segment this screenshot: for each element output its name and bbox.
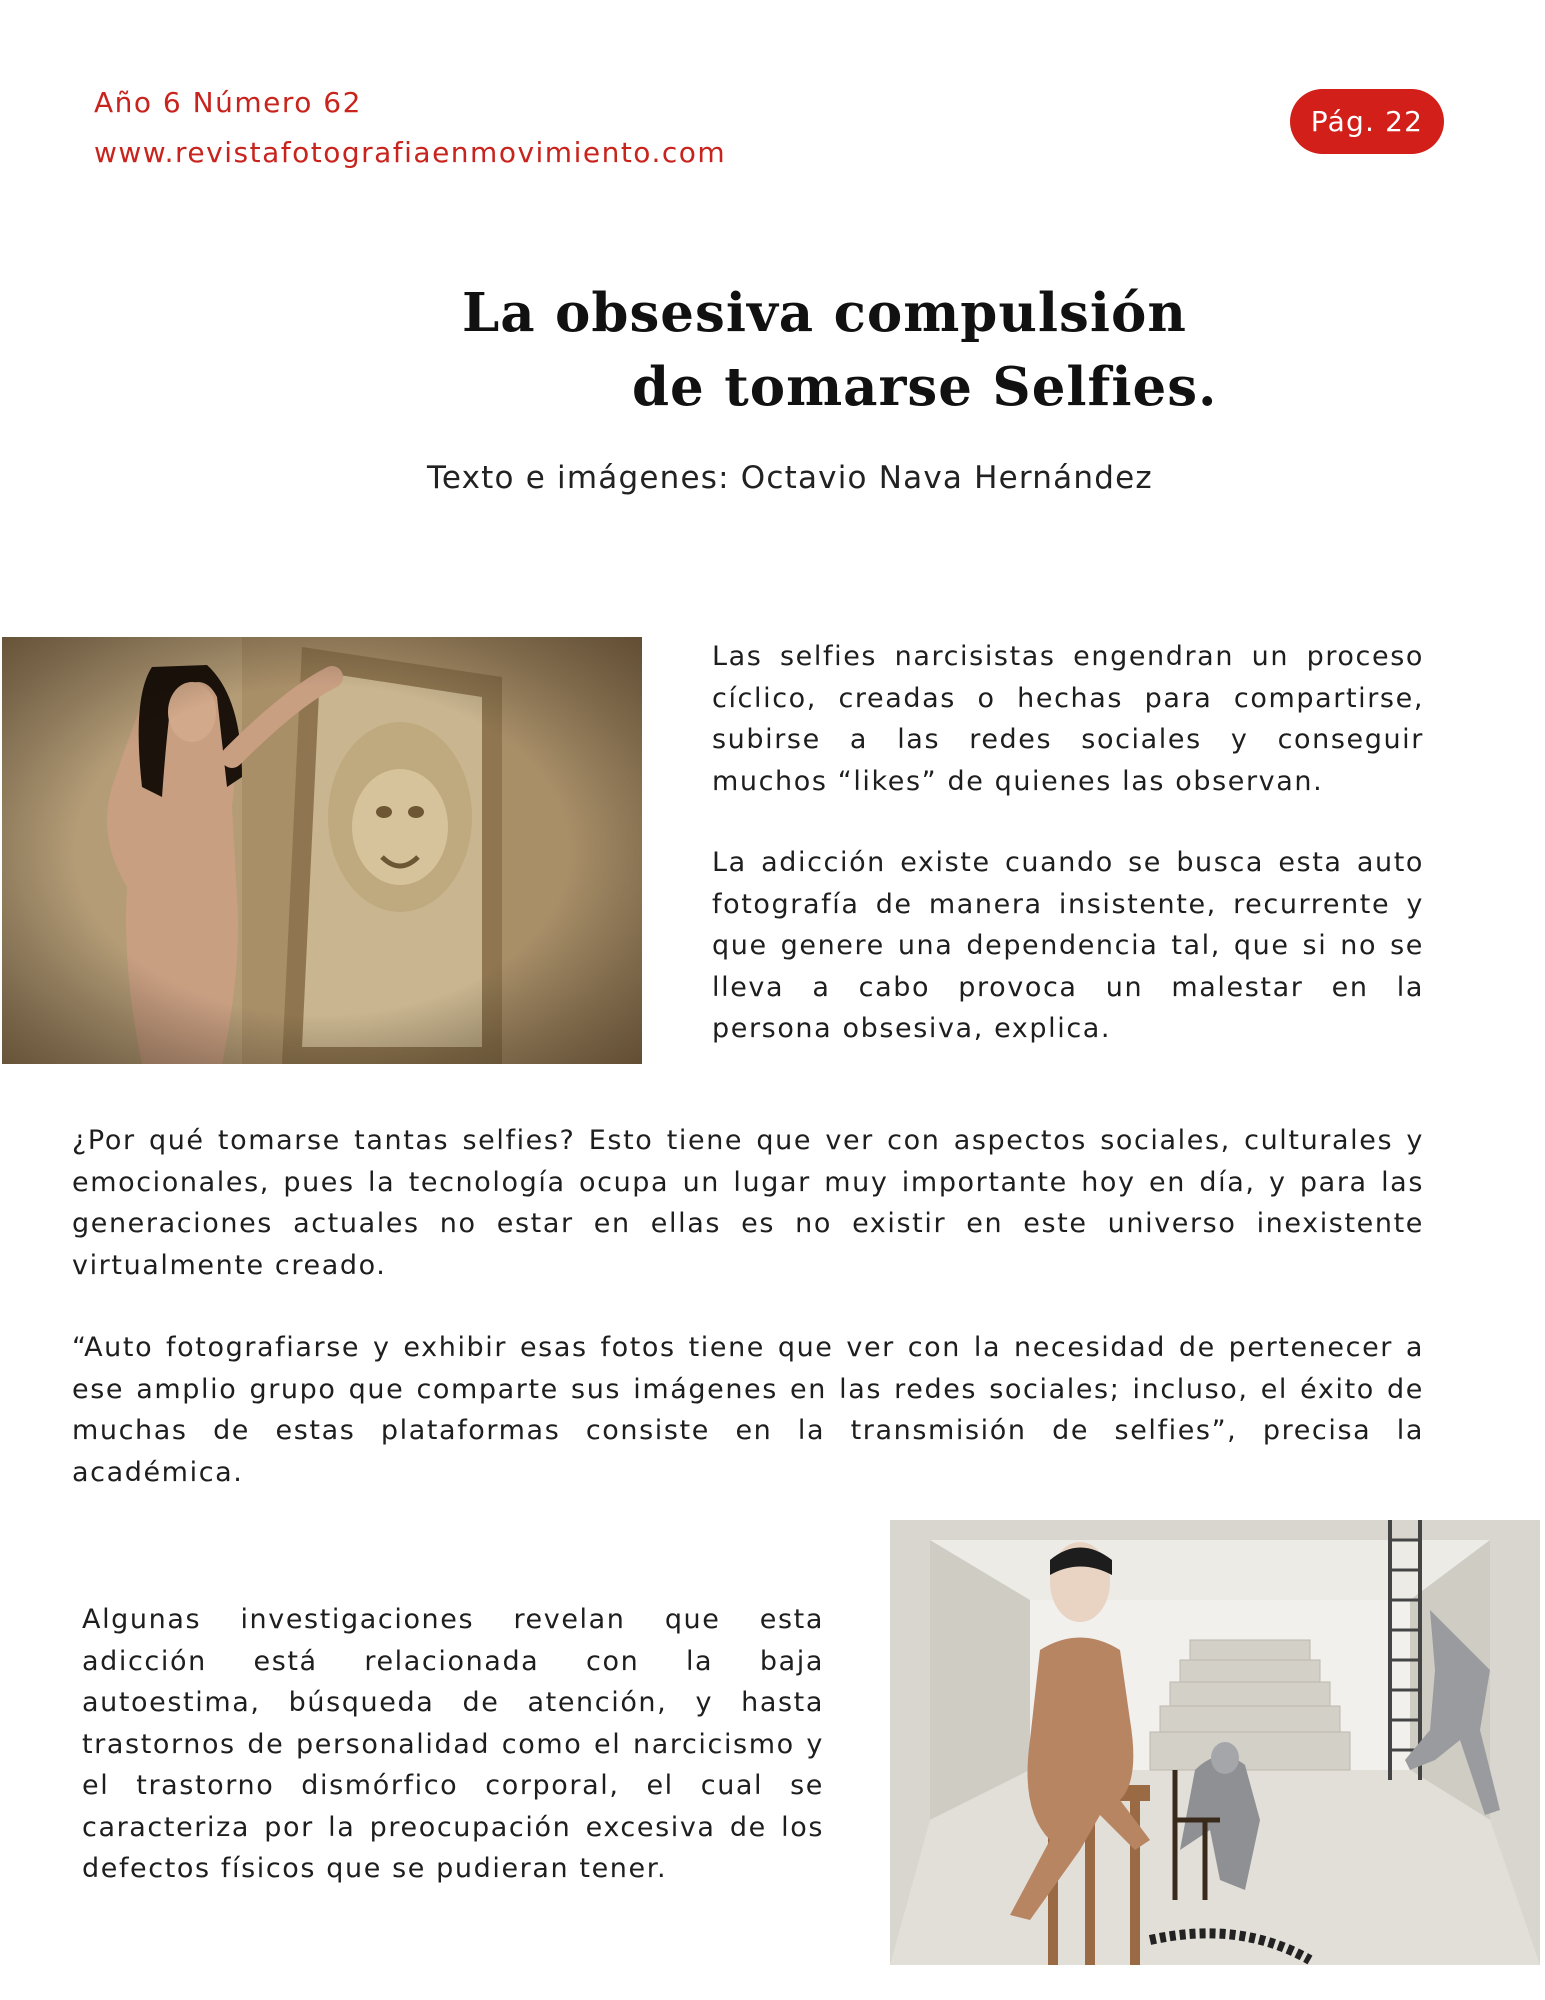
photo-surreal-collage [890,1520,1540,1965]
paragraph-3: ¿Por qué tomarse tantas selfies? Esto tiene que ver con aspectos sociales, culturales y emocionales, pues la tecnología ocupa un lugar muy importante hoy en día, y para las generaciones actuales no estar en ellas es no existir en este universo inexistente virtualmente creado. [72,1125,1424,1281]
page-number-badge: Pág. 22 [1290,89,1444,154]
issue-number: Año 6 Número 62 [94,86,362,119]
article-title-line-1: La obsesiva compulsión [462,282,1187,344]
paragraph-5: Algunas investigaciones revelan que esta adicción está relacionada con la baja autoestima, búsqueda de atención, y hasta trastornos de personalidad como el narcicismo y el trastorno dismórfico corporal, el cual se caracteriza por la preocupación excesiva de los defectos físicos que se pudieran tener. [82,1604,824,1884]
paragraph-1: Las selfies narcisistas engendran un proceso cíclico, creadas o hechas para compartirse, subirse a las redes sociales y conseguir muchos “likes” de quienes las observan. [712,641,1424,797]
paragraph-2: La adicción existe cuando se busca esta auto fotografía de manera insistente, recurrente y que genere una dependencia tal, que si no se lleva a cabo provoca un malestar en la persona obsesiva, explica. [712,847,1424,1044]
article-byline: Texto e imágenes: Octavio Nava Hernández [427,460,1153,496]
article-title-line-2: de tomarse Selfies. [632,356,1218,418]
website-url[interactable]: www.revistafotografiaenmovimiento.com [94,136,727,169]
paragraph-4: “Auto fotografiarse y exhibir esas fotos tiene que ver con la necesidad de pertenecer a ese amplio grupo que comparte sus imágenes en las redes sociales; incluso, el éxito de muchas de estas plataformas consiste en la transmisión de selfies”, precisa la académica. [72,1332,1424,1488]
photo-woman-with-lion-relief [2,637,642,1064]
